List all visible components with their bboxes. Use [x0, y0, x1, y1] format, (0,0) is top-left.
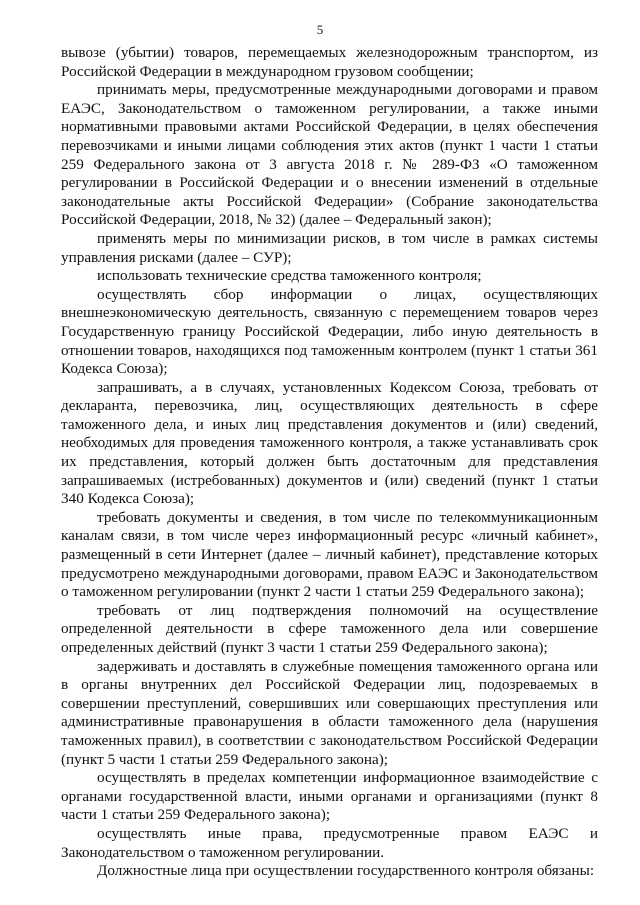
paragraph: задерживать и доставлять в служебные помещения таможенного органа или в органы внутренних дел Российской Федерации лиц, подозреваемых в совершении преступлений, совершивших или совершающих преступления или административные правонарушения в области таможенного дела (нарушения таможенных правил), в соответствии с законодательством Российской Федерации (пункт 5 части 1 статьи 259 Федерального закона); — [61, 657, 598, 768]
paragraph: осуществлять иные права, предусмотренные правом ЕАЭС и Законодательством о таможенном регулировании. — [61, 824, 598, 861]
paragraph: осуществлять в пределах компетенции информационное взаимодействие с органами государственной власти, иными органами и организациями (пункт 8 части 1 статьи 259 Федерального закона); — [61, 769, 598, 824]
paragraph: применять меры по минимизации рисков, в том числе в рамках системы управления рисками (далее – СУР); — [61, 229, 598, 266]
paragraph: запрашивать, а в случаях, установленных Кодексом Союза, требовать от декларанта, перевозчика, лиц, осуществляющих деятельность в сфере таможенного дела, и иных лиц представления документов и (или) сведений, необходимых для проведения таможенного контроля, а также устанавливать срок их представления, который должен быть достаточным для представления запрашиваемых (истребованных) документов и (или) сведений (пункт 1 статьи 340 Кодекса Союза); — [61, 378, 598, 508]
paragraph: использовать технические средства таможенного контроля; — [97, 267, 482, 285]
paragraph: принимать меры, предусмотренные международными договорами и правом ЕАЭС, Законодательством о таможенном регулировании, а также иными нормативными правовыми актами Российской Федерации, в целях обеспечения перевозчиками и иными лицами соблюдения этих актов (пункт 1 части 1 статьи 259 Федерального закона от 3 августа 2018 г. № 289-ФЗ «О таможенном регулировании в Российской Федерации и о внесении изменений в отдельные законодательные акты Российской Федерации» (Собрание законодательства Российской Федерации, 2018, № 32) (далее – Федеральный закон); — [61, 81, 598, 229]
paragraph: требовать документы и сведения, в том числе по телекоммуникационным каналам связи, в том числе через информационный ресурс «личный кабинет», размещенный в сети Интернет (далее – личный кабинет), представление которых предусмотрено международными договорами, правом ЕАЭС и Законодательством о таможенном регулировании (пункт 2 части 1 статьи 259 Федерального закона); — [61, 508, 598, 601]
paragraph: осуществлять сбор информации о лицах, осуществляющих внешнеэкономическую деятельность, связанную с перемещением товаров через Государственную границу Российской Федерации, либо иную деятельность в отношении товаров, находящихся под таможенным контролем (пункт 1 статьи 361 Кодекса Союза); — [61, 285, 598, 378]
document-body — [61, 44, 598, 881]
paragraph: требовать от лиц подтверждения полномочий на осуществление определенной деятельности в сфере таможенного дела или совершение определенных действий (пункт 3 части 1 статьи 259 Федерального закона); — [61, 601, 598, 656]
paragraph: вывозе (убытии) товаров, перемещаемых железнодорожным транспортом, из Российской Федерации в международном грузовом сообщении; — [61, 44, 598, 80]
page-number: 5 — [316, 22, 324, 37]
paragraph: Должностные лица при осуществлении государственного контроля обязаны: — [97, 862, 595, 880]
